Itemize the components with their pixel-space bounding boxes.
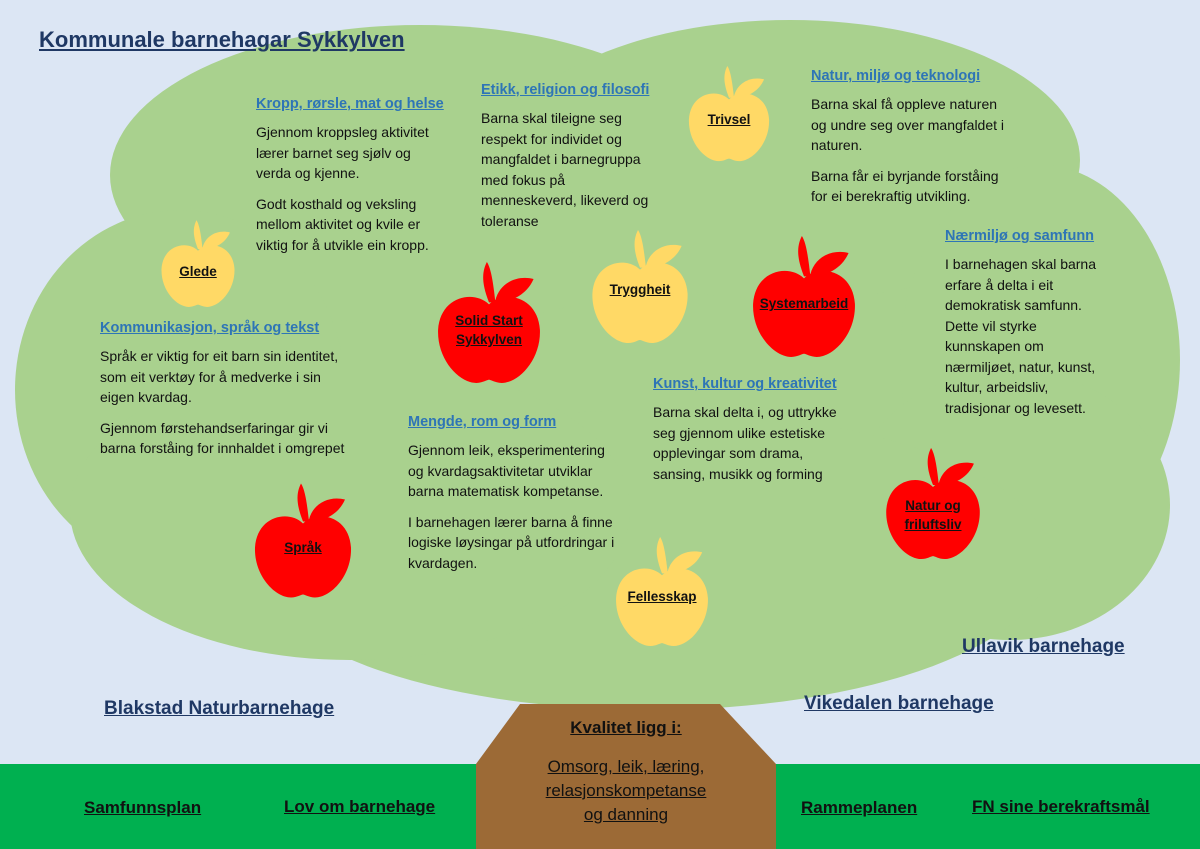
- ground-rammeplanen[interactable]: Rammeplanen: [801, 798, 918, 817]
- apple-glede[interactable]: [160, 220, 236, 308]
- section-heading[interactable]: Kropp, rørsle, mat og helse: [256, 96, 444, 112]
- apple-label: Språk: [284, 540, 322, 555]
- section-natur: [811, 68, 1016, 217]
- section-paragraph: Barna skal tileigne seg respekt for individet og mangfaldet i barnegruppa med fokus på menneskeverd, likeverd og toleranse: [481, 110, 649, 229]
- apple-systemarbeid[interactable]: [743, 236, 865, 358]
- apple-tryggheit[interactable]: [590, 230, 690, 344]
- section-heading[interactable]: Natur, miljø og teknologi: [811, 68, 981, 84]
- apple-label-line: Solid Start: [455, 313, 523, 328]
- apple-sprak[interactable]: [253, 482, 353, 600]
- apple-label-line: Natur og: [905, 498, 961, 513]
- kindergarten-vikedalen[interactable]: Vikedalen barnehage: [804, 693, 994, 714]
- apple-fellesskap[interactable]: [614, 537, 710, 647]
- apple-natur-friluftsliv[interactable]: [873, 448, 993, 560]
- page-title: Kommunale barnehagar Sykkylven: [39, 27, 405, 52]
- section-naermiljo: [945, 228, 1110, 428]
- section-paragraph: I barnehagen lærer barna å finne logiske løysingar på utfordringar i kvardagen.: [408, 513, 615, 571]
- apple-label: Glede: [179, 264, 217, 279]
- section-kommunikasjon: [100, 320, 350, 469]
- kindergarten-blakstad[interactable]: Blakstad Naturbarnehage: [104, 698, 335, 719]
- section-paragraph: Godt kosthald og veksling mellom aktivitet og kvile er viktig for å utvikle ein kropp.: [256, 195, 429, 253]
- apple-label: Systemarbeid: [759, 296, 849, 311]
- apple-solid-start[interactable]: [430, 262, 548, 384]
- ground-samfunnsplan[interactable]: Samfunnsplan: [84, 798, 202, 817]
- ground-lov-om-barnehage[interactable]: Lov om barnehage: [284, 797, 436, 816]
- section-paragraph: Barna skal få oppleve naturen og undre seg over mangfaldet i naturen.: [811, 96, 1005, 153]
- apple-label-line: friluftsliv: [904, 517, 962, 532]
- section-kropp: [256, 96, 446, 265]
- section-paragraph: Barna får ei byrjande forståing for ei berekraftig utvikling.: [811, 167, 999, 204]
- trunk-line: og danning: [583, 805, 669, 824]
- section-mengde: [408, 414, 620, 583]
- kindergarten-ullavik[interactable]: Ullavik barnehage: [962, 636, 1125, 657]
- trunk-text: [476, 755, 776, 827]
- apple-label: Fellesskap: [627, 589, 697, 604]
- section-paragraph: Språk er viktig for eit barn sin identitet, som eit verktøy for å medverke i sin eigen kvardag.: [100, 348, 339, 405]
- section-heading[interactable]: Kunst, kultur og kreativitet: [653, 376, 837, 392]
- apple-label-line: Sykkylven: [455, 332, 523, 347]
- section-paragraph: I barnehagen skal barna erfare å delta i eit demokratisk samfunn. Dette vil styrke kunnskapen om nærmiljøet, natur, kunst, kultur, arbeidsliv, tradisjonar og levesett.: [945, 256, 1096, 416]
- section-kunst: [653, 376, 851, 494]
- trunk-line: Omsorg, leik, læring,: [547, 757, 705, 776]
- apple-label: [430, 311, 548, 349]
- trunk-heading: Kvalitet ligg i:: [570, 718, 682, 737]
- section-paragraph: Gjennom førstehandserfaringar gir vi barna forståing for innhaldet i omgrepet: [100, 419, 345, 456]
- section-heading[interactable]: Kommunikasjon, språk og tekst: [100, 320, 320, 336]
- apple-trivsel[interactable]: [685, 66, 773, 162]
- section-paragraph: Gjennom kroppsleg aktivitet lærer barnet seg sjølv og verda og kjenne.: [256, 124, 429, 181]
- section-heading[interactable]: Nærmiljø og samfunn: [945, 228, 1095, 244]
- apple-label: Trivsel: [707, 112, 751, 127]
- section-heading[interactable]: Mengde, rom og form: [408, 414, 557, 430]
- apple-label: [873, 496, 993, 534]
- section-heading[interactable]: Etikk, religion og filosofi: [481, 82, 650, 98]
- section-paragraph: Gjennom leik, eksperimentering og kvardagsaktivitetar utviklar barna matematisk kompetanse.: [408, 442, 605, 499]
- trunk-line: relasjonskompetanse: [545, 781, 707, 800]
- section-paragraph: Barna skal delta i, og uttrykke seg gjennom ulike estetiske opplevingar som drama, sansing, musikk og forming: [653, 404, 837, 482]
- ground-fn-berekraftsmal[interactable]: FN sine berekraftsmål: [972, 797, 1150, 816]
- apple-label: Tryggheit: [609, 282, 671, 297]
- section-etikk: [481, 82, 661, 241]
